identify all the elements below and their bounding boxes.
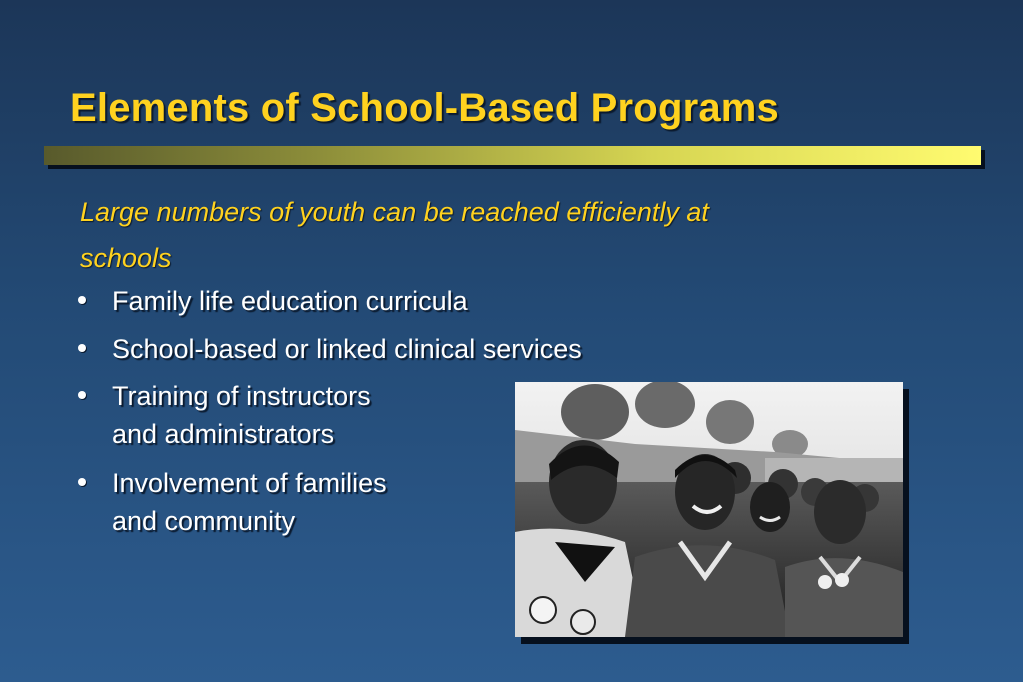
title-underline-bar [44, 146, 981, 165]
photograph-icon [515, 382, 903, 637]
bullet-text-continued: and administrators [112, 419, 335, 449]
slide-subtitle: Large numbers of youth can be reached efficiently at schools [80, 197, 709, 273]
bullet-dot-icon [78, 391, 86, 399]
bullet-text: School-based or linked clinical services [112, 334, 582, 364]
bullet-text-continued: and community [112, 506, 296, 536]
bullet-text: Training of instructors [112, 381, 371, 411]
bullet-dot-icon [78, 344, 86, 352]
bullet-text: Involvement of families [112, 468, 387, 498]
bullet-text: Family life education curricula [112, 286, 468, 316]
students-photo [515, 382, 903, 637]
slide-title: Elements of School-Based Programs [70, 86, 780, 130]
bullet-dot-icon [78, 296, 86, 304]
bullet-dot-icon [78, 478, 86, 486]
